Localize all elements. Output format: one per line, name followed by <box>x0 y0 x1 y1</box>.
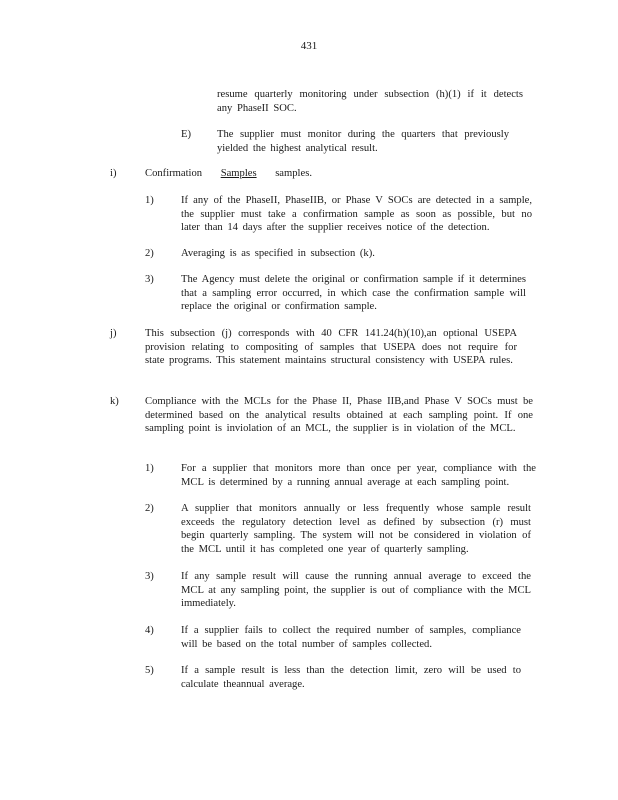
item-k-5-text: If a sample result is less than the detection limit, zero will be used to calculate theannual average. <box>181 665 521 690</box>
item-i-heading-text: Confirmation <box>145 168 203 179</box>
item-j-text: This subsection (j) corresponds with 40 CFR 141.24(h)(10),an optional USEPA provision relating to compositing of samples that USEPA does not require for state programs. This statement maintains structural consistency with USEPA rules. <box>145 328 517 367</box>
item-k-2-label: 2) <box>145 503 154 514</box>
item-i-3-label: 3) <box>145 274 154 285</box>
item-k-4-text: If a supplier fails to collect the required number of samples, compliance will be based on the total number of samples collected. <box>181 625 521 650</box>
item-k-1-text: For a supplier that monitors more than once per year, compliance with the MCL is determined by a running annual average at each sampling point. <box>181 463 536 488</box>
item-i-heading-underlined: Samples <box>220 168 257 179</box>
item-k-3-text: If any sample result will cause the running annual average to exceed the MCL at any sampling point, the supplier is out of compliance with the MCL immediately. <box>181 571 531 610</box>
item-k-4-label: 4) <box>145 625 154 636</box>
item-i-1-text: If any of the PhaseII, PhaseIIB, or Phase V SOCs are detected in a sample, the supplier must take a confirmation sample as soon as possible, but no later than 14 days after the supplier receives notice of the detection. <box>181 195 532 234</box>
item-i-1-label: 1) <box>145 195 154 206</box>
item-i-label: i) <box>110 168 117 179</box>
item-i-heading-after: samples. <box>275 168 312 179</box>
item-k-1-label: 1) <box>145 463 154 474</box>
item-k-text: Compliance with the MCLs for the Phase II, Phase IIB,and Phase V SOCs must be determined based on the analytical results obtained at each sampling point. If one sampling point is inviolation of an MCL, the supplier is in violation of the MCL. <box>145 396 533 435</box>
item-i-2-text: Averaging is as specified in subsection (k). <box>181 248 375 259</box>
item-k-2-text: A supplier that monitors annually or less frequently whose sample result exceeds the regulatory detection level as defined by subsection (r) must begin quarterly sampling. The system will not be considered in violation of the MCL until it has completed one year of quarterly sampling. <box>181 503 531 555</box>
item-j-label: j) <box>110 328 117 339</box>
item-k-label: k) <box>110 396 119 407</box>
item-k-5-label: 5) <box>145 665 154 676</box>
continued-paragraph: resume quarterly monitoring under subsection (h)(1) if it detects any PhaseII SOC. <box>217 89 523 114</box>
item-e-label: E) <box>181 129 191 140</box>
item-k-3-label: 3) <box>145 571 154 582</box>
item-e-text: The supplier must monitor during the quarters that previously yielded the highest analytical result. <box>217 129 509 154</box>
page-number: 431 <box>300 40 318 52</box>
item-i-heading <box>145 167 445 181</box>
item-i-2-label: 2) <box>145 248 154 259</box>
item-i-3-text: The Agency must delete the original or confirmation sample if it determines that a sampling error occurred, in which case the confirmation sample will replace the original or confirmation sample. <box>181 274 526 313</box>
